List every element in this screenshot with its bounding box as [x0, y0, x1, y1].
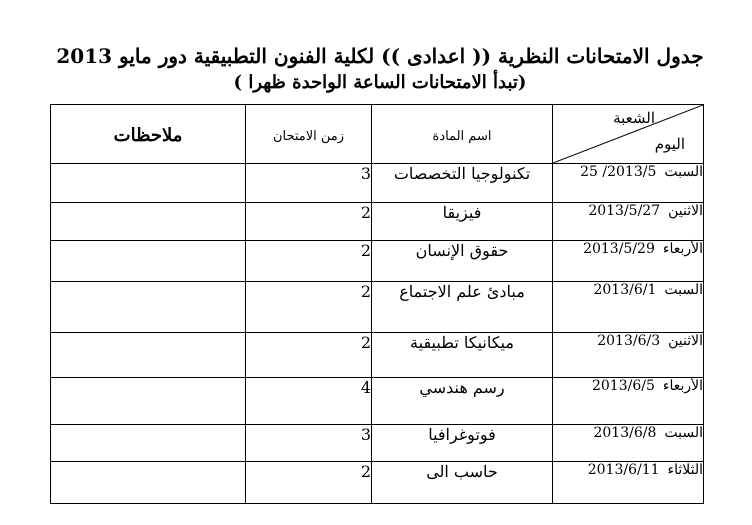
table-row [51, 282, 704, 333]
exam-date: 2013/5/29 [583, 241, 655, 257]
notes-cell [51, 282, 246, 333]
header-row [51, 105, 704, 164]
page-title: جدول الامتحانات النظرية (( اعدادى )) لكلية الفنون التطبيقية دور مايو 2013 [56, 44, 704, 68]
header-day: اليوم [654, 135, 685, 153]
header-notes-cell [51, 105, 246, 164]
table-row [51, 425, 704, 462]
header-day-branch [553, 105, 704, 164]
day-cell [553, 333, 704, 378]
day-cell [553, 164, 704, 203]
notes-cell [51, 378, 246, 425]
notes-cell [51, 203, 246, 241]
table-row [51, 241, 704, 282]
day-name: الأربعاء [662, 241, 703, 257]
exam-date: 2013/6/3 [597, 333, 661, 349]
notes-cell [51, 425, 246, 462]
table-row [51, 164, 704, 203]
exam-date: 2013/6/5 [591, 378, 655, 394]
exam-date: 25 /2013/5 [580, 164, 657, 180]
day-name: السبت [664, 425, 703, 441]
day-cell [553, 378, 704, 425]
subject-cell: رسم هندسي [372, 378, 553, 425]
day-name: الأربعاء [662, 378, 703, 394]
day-cell [553, 282, 704, 333]
day-name: الثلاثاء [667, 462, 703, 478]
table-row [51, 378, 704, 425]
notes-cell [51, 333, 246, 378]
duration-cell: 2 [246, 333, 372, 378]
exam-date: 2013/6/8 [593, 425, 657, 441]
subject-cell: حاسب الى [372, 462, 553, 504]
day-name: السبت [664, 164, 703, 180]
duration-cell: 4 [246, 378, 372, 425]
header-branch: الشعبة [613, 109, 655, 127]
table-row [51, 203, 704, 241]
day-cell [553, 462, 704, 504]
duration-cell: 3 [246, 164, 372, 203]
header-duration-cell [246, 105, 372, 164]
exam-schedule-table [50, 104, 704, 504]
exam-date: 2013/6/1 [593, 282, 657, 298]
subject-cell: فوتوغرافيا [372, 425, 553, 462]
day-cell [553, 203, 704, 241]
subject-cell: مبادئ علم الاجتماع [372, 282, 553, 333]
exam-date: 2013/5/27 [588, 203, 661, 219]
subject-cell: حقوق الإنسان [372, 241, 553, 282]
day-name: الاثنين [668, 203, 703, 219]
duration-cell: 2 [246, 462, 372, 504]
day-name: الاثنين [668, 333, 703, 349]
notes-cell [51, 164, 246, 203]
table-row [51, 333, 704, 378]
table-row [51, 462, 704, 504]
header-subject-cell [372, 105, 553, 164]
duration-cell: 3 [246, 425, 372, 462]
header-subject: اسم المادة [432, 129, 492, 144]
header-duration: زمن الامتحان [272, 129, 345, 144]
day-cell [553, 241, 704, 282]
subject-cell: تكنولوجيا التخصصات [372, 164, 553, 203]
subject-cell: فيزيقا [372, 203, 553, 241]
duration-cell: 2 [246, 241, 372, 282]
notes-cell [51, 462, 246, 504]
subject-cell: ميكانيكا تطبيقية [372, 333, 553, 378]
header-notes: ملاحظات [113, 125, 183, 146]
notes-cell [51, 241, 246, 282]
day-name: السبت [664, 282, 703, 298]
duration-cell: 2 [246, 203, 372, 241]
exam-date: 2013/6/11 [587, 462, 660, 478]
page-subtitle: (تبدأ الامتحانات الساعة الواحدة ظهرا ) [233, 72, 527, 93]
day-cell [553, 425, 704, 462]
duration-cell: 2 [246, 282, 372, 333]
